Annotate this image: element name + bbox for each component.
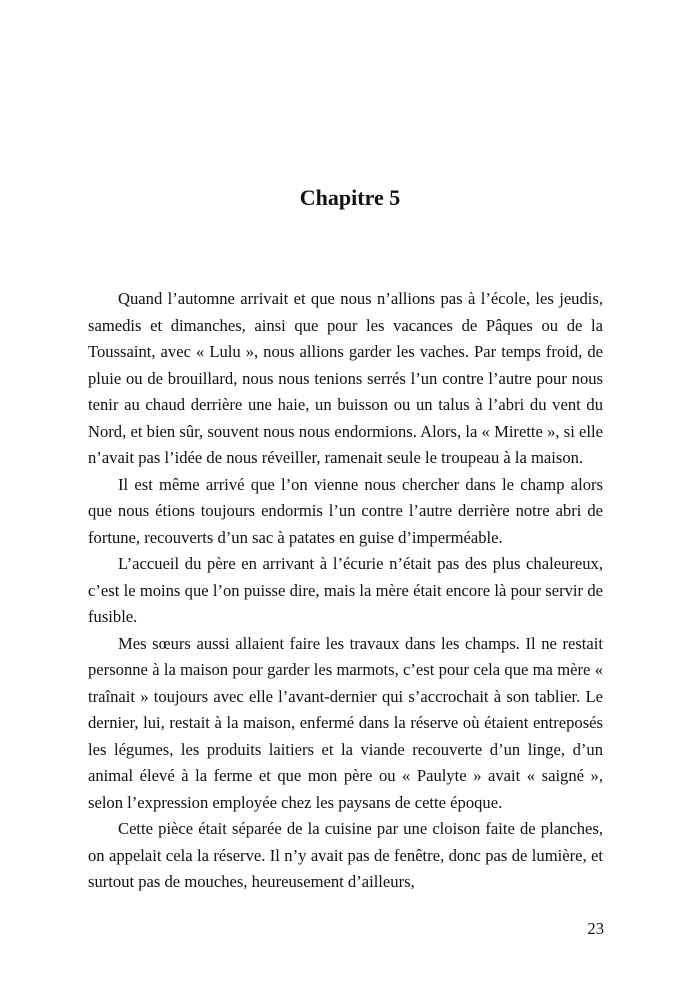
paragraph: Il est même arrivé que l’on vienne nous chercher dans le champ alors que nous étions toujours endormis l’un contre l’autre derrière notre abri de fortune, recouverts d’un sac à patates en guise d’imperméable. — [88, 474, 603, 547]
paragraph: L’accueil du père en arrivant à l’écurie n’était pas des plus chaleureux, c’est le moins que l’on puisse dire, mais la mère était encore là pour servir de fusible. — [88, 554, 603, 626]
paragraph: Mes sœurs aussi allaient faire les travaux dans les champs. Il ne restait personne à la maison pour garder les marmots, c’est pour cela que ma mère « traînait » toujours avec elle l’avant-dernier qui s’accrochait à son tablier. Le dernier, lui, restait à la maison, enfermé dans la réserve où étaient entreposés les légumes, les produits laitiers et la viande recouverte d’un linge, d’un animal élevé à la ferme et que mon père ou « Paulyte » avait « saigné », selon l’expression employée chez les paysans de cette époque. — [88, 633, 603, 812]
page-number: 23 — [587, 919, 604, 938]
paragraph: Cette pièce était séparée de la cuisine par une cloison faite de planches, on appelait cela la réserve. Il n’y avait pas de fenêtre, donc pas de lumière, et surtout pas de mouches, heureusement d’ailleurs, — [88, 819, 603, 891]
body-text — [88, 286, 603, 896]
chapter-title: Chapitre 5 — [299, 185, 401, 210]
paragraph: Quand l’automne arrivait et que nous n’allions pas à l’école, les jeudis, samedis et dimanches, ainsi que pour les vacances de Pâques ou de la Toussaint, avec « Lulu », nous allions garder les vaches. Par temps froid, de pluie ou de brouillard, nous nous tenions serrés l’un contre l’autre pour nous tenir au chaud derrière une haie, un buisson ou un talus à l’abri du vent du Nord, et bien sûr, souvent nous nous endormions. Alors, la « Mirette », si elle n’avait pas l’idée de nous réveiller, ramenait seule le troupeau à la maison. — [88, 289, 603, 467]
